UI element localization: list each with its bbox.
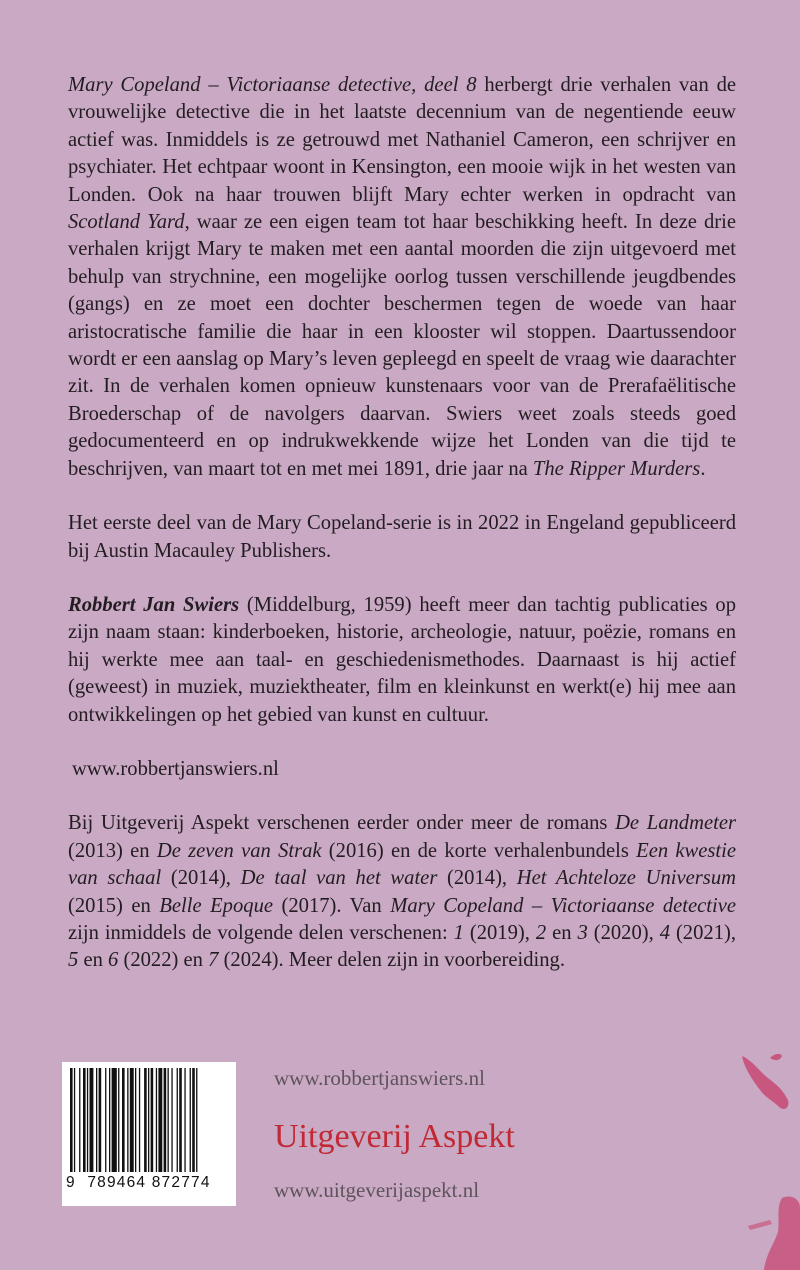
barcode-bar bbox=[158, 1068, 162, 1172]
barcode-bar bbox=[99, 1068, 102, 1172]
publisher-name: Uitgeverij Aspekt bbox=[274, 1118, 515, 1155]
barcode-bar bbox=[184, 1068, 185, 1172]
barcode-bar bbox=[151, 1068, 154, 1172]
barcode-bar bbox=[87, 1068, 88, 1172]
barcode-bar bbox=[127, 1068, 128, 1172]
barcode-bar bbox=[164, 1068, 167, 1172]
barcode-bar bbox=[179, 1068, 182, 1172]
barcode-bar bbox=[74, 1068, 75, 1172]
bibliography-paragraph: Bij Uitgeverij Aspekt verschenen eerder onder meer de romans De Landmeter (2013) en De zeven van Strak (2016) en de korte verhalenbundels Een kwestie van schaal (2014), De taal van het water (2014), Het Achteloze Universum (2015) en Belle Epoque (2017). Van Mary Copeland – Victoriaanse detective zijn inmiddels de volgende delen verschenen: 1 (2019), 2 en 3 (2020), 4 (2021), 5 en 6 (2022) en 7 (2024). Meer delen zijn in voorbereiding. bbox=[68, 812, 736, 972]
barcode-bar bbox=[96, 1068, 97, 1172]
author-website: www.robbertjanswiers.nl bbox=[72, 757, 279, 780]
summary-paragraph: Mary Copeland – Victoriaanse detective, deel 8 herbergt drie verhalen van de vrouwelijke detective die in het laatste decennium van de negentiende eeuw actief was. Inmiddels is ze getrouwd met Nathaniel Cameron, een schrijver en psychiater. Het echtpaar woont in Kensington, een mooie wijk in het westen van Londen. Ook na haar trouwen blijft Mary echter werken in opdracht van Scotland Yard, waar ze een eigen team tot haar beschikking heeft. In deze drie verhalen krijgt Mary te maken met een aantal moorden die zijn uitgevoerd met behulp van strychnine, een mogelijke oorlog tussen verschillende jeugdbendes (gangs) en ze moet een dochter beschermen tegen de woede van haar aristocratische familie die haar in een klooster wil stoppen. Daartussendoor wordt er een aanslag op Mary’s leven gepleegd en speelt de vraag wie daarachter zit. In de verhalen komen opnieuw kunstenaars voor van de Prerafaëlitische Broederschap of de navolgers daarvan. Swiers weet zoals steeds goed gedocumenteerd en op indrukwekkende wijze het Londen van die tijd te beschrijven, van maart tot en met mei 1891, drie jaar na The Ripper Murders. bbox=[68, 74, 737, 480]
barcode-bar bbox=[118, 1068, 119, 1172]
series-paragraph: Het eerste deel van de Mary Copeland-serie is in 2022 in Engeland gepubliceerd bij Austin Macauley Publishers. bbox=[68, 512, 736, 562]
barcode-bar bbox=[70, 1068, 73, 1172]
paint-splash-decoration bbox=[730, 1048, 800, 1270]
barcode-bar bbox=[83, 1068, 86, 1172]
barcode-bar bbox=[144, 1068, 147, 1172]
barcode-bar bbox=[79, 1068, 80, 1172]
barcode-bar bbox=[196, 1068, 197, 1172]
barcode-bar bbox=[130, 1068, 134, 1172]
barcode-bar bbox=[190, 1068, 191, 1172]
author-name: Robbert Jan Swiers bbox=[68, 593, 240, 616]
ripper-title: The Ripper Murders bbox=[532, 457, 701, 480]
back-cover-text bbox=[68, 72, 736, 1002]
barcode-bar bbox=[90, 1068, 94, 1172]
isbn-number: 9 789464 872774 bbox=[66, 1174, 211, 1191]
barcode-bar bbox=[139, 1068, 140, 1172]
author-url: www.robbertjanswiers.nl bbox=[274, 1066, 485, 1090]
isbn-barcode bbox=[62, 1062, 236, 1206]
book-title: Mary Copeland – Victoriaanse detective, deel 8 bbox=[68, 74, 477, 96]
barcode-bar bbox=[109, 1068, 110, 1172]
publisher-url: www.uitgeverijaspekt.nl bbox=[274, 1178, 480, 1202]
barcode-bar bbox=[177, 1068, 178, 1172]
barcode-bar bbox=[135, 1068, 136, 1172]
barcode-bars bbox=[68, 1068, 230, 1172]
barcode-bar bbox=[192, 1068, 195, 1172]
barcode-bar bbox=[171, 1068, 172, 1172]
barcode-bar bbox=[168, 1068, 169, 1172]
author-bio-paragraph: Robbert Jan Swiers (Middelburg, 1959) heeft meer dan tachtig publicaties op zijn naam staan: kinderboeken, historie, archeologie, natuur, poëzie, romans en hij werkte mee aan taal- en geschiedenismethodes. Daarnaast is hij actief (geweest) in muziek, muziektheater, film en kleinkunst en werkt(e) hij mee aan ontwikkelingen op het gebied van kunst en cultuur. bbox=[68, 593, 736, 726]
barcode-bar bbox=[122, 1068, 125, 1172]
barcode-bar bbox=[156, 1068, 157, 1172]
scotland-yard: Scotland Yard bbox=[68, 211, 185, 234]
barcode-bar bbox=[148, 1068, 149, 1172]
barcode-bar bbox=[105, 1068, 106, 1172]
barcode-bar bbox=[112, 1068, 117, 1172]
